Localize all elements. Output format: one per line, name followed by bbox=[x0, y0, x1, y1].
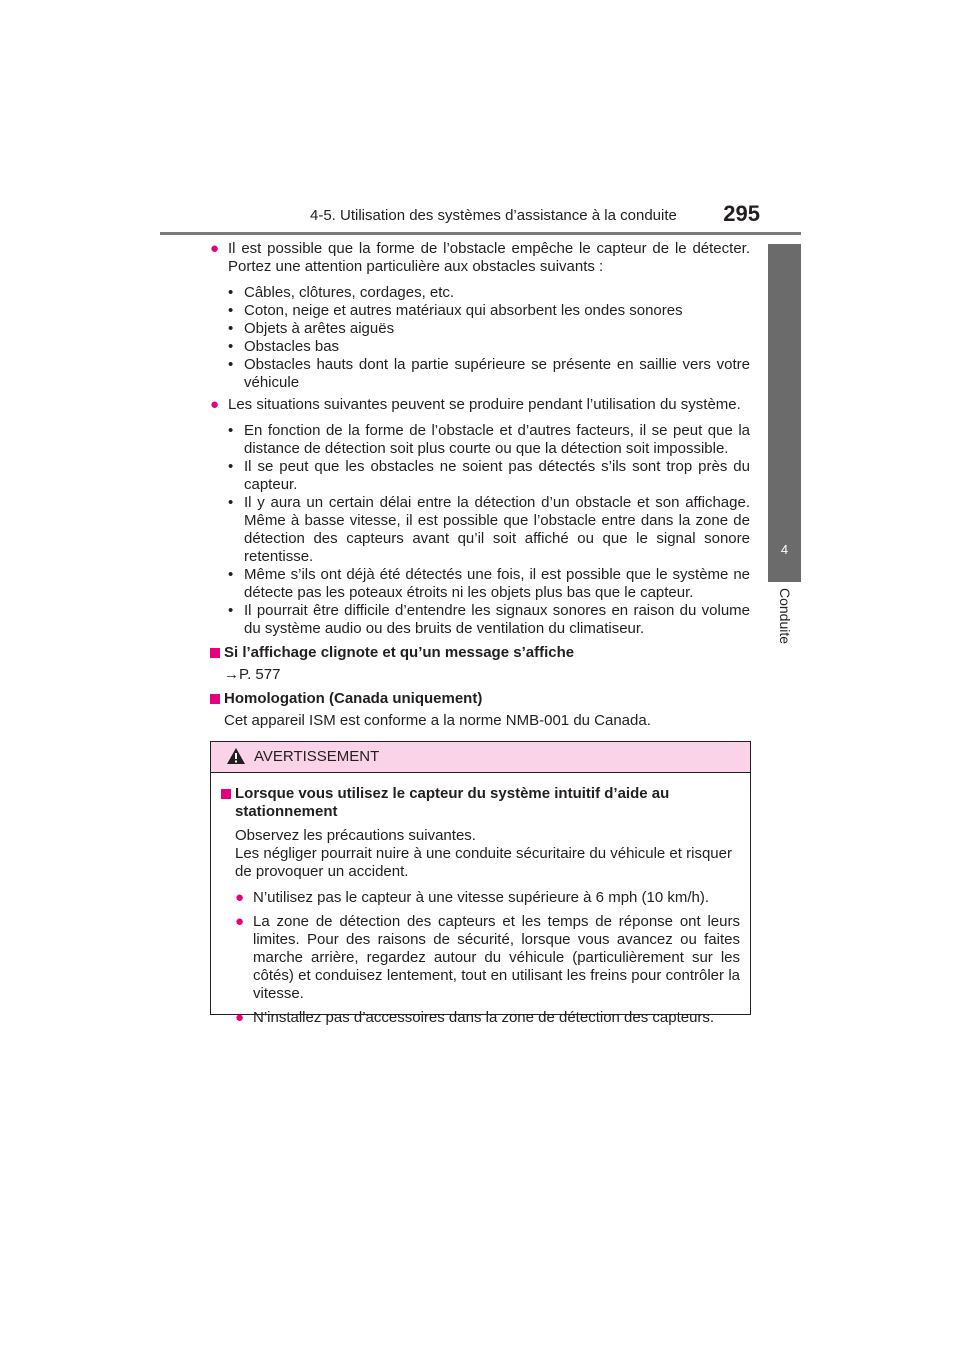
warning-header bbox=[211, 742, 750, 773]
warning-intro-line: Les négliger pourrait nuire à une conduite sécuritaire du véhicule et risquer de provoquer un accident. bbox=[235, 845, 732, 880]
warning-bullet bbox=[235, 913, 740, 1003]
warning-bullet bbox=[235, 889, 740, 907]
chapter-tab bbox=[768, 244, 801, 582]
heading-display-blinks bbox=[210, 644, 750, 662]
heading-homologation bbox=[210, 690, 750, 708]
bullet-dot-icon: ● bbox=[235, 913, 245, 930]
list-item: • Même s’ils ont déjà été détectés une fois, il est possible que le système ne détecte pas les poteaux étroits ni les objets plus bas que le capteur. bbox=[228, 566, 750, 602]
homologation-text: Cet appareil ISM est conforme a la norme NMB-001 du Canada. bbox=[224, 712, 651, 729]
chapter-number: 4 bbox=[780, 542, 789, 557]
square-bullet-icon bbox=[210, 648, 220, 658]
obstacle-list bbox=[228, 284, 750, 392]
page-reference-link[interactable]: →P. 577 bbox=[224, 666, 281, 683]
bullet-text: Les situations suivantes peuvent se produire pendant l’utilisation du système. bbox=[228, 396, 741, 413]
bullet-dot-icon: ● bbox=[235, 1009, 245, 1026]
page-number: 295 bbox=[723, 201, 760, 226]
list-item: • En fonction de la forme de l’obstacle et d’autres facteurs, il se peut que la distance de détection soit plus courte ou que la détection soit impossible. bbox=[228, 422, 750, 458]
warning-box bbox=[210, 741, 751, 1026]
square-bullet-icon bbox=[221, 789, 231, 799]
list-item: • Il se peut que les obstacles ne soient pas détectés s’ils sont trop près du capteur. bbox=[228, 458, 750, 494]
warning-body bbox=[211, 773, 750, 1027]
bullet-text: N’installez pas d’accessoires dans la zone de détection des capteurs. bbox=[253, 1009, 715, 1026]
bullet-dot-icon: ● bbox=[210, 240, 220, 257]
list-item: • Câbles, clôtures, cordages, etc. bbox=[228, 284, 750, 302]
list-item: • Obstacles bas bbox=[228, 338, 750, 356]
header-rule bbox=[160, 232, 801, 235]
bullet-dot-icon: ● bbox=[210, 396, 220, 413]
main-content bbox=[210, 240, 750, 736]
bullet-situations bbox=[210, 396, 750, 414]
warning-title: AVERTISSEMENT bbox=[254, 748, 380, 765]
warning-heading bbox=[221, 785, 740, 821]
warning-icon bbox=[226, 747, 246, 770]
chapter-label: Conduite bbox=[777, 588, 793, 645]
bullet-text: Il est possible que la forme de l’obstacle empêche le capteur de le détecter. Portez une attention particulière aux obstacles suivants : bbox=[228, 240, 750, 275]
bullet-text: N’utilisez pas le capteur à une vitesse supérieure à 6 mph (10 km/h). bbox=[253, 889, 710, 906]
warning-bullet bbox=[235, 1009, 740, 1027]
heading-text: Homologation (Canada uniquement) bbox=[224, 690, 483, 707]
warning-intro bbox=[221, 827, 740, 881]
list-item: • Obstacles hauts dont la partie supérieure se présente en saillie vers votre véhicule bbox=[228, 356, 750, 392]
bullet-text: La zone de détection des capteurs et les temps de réponse ont leurs limites. Pour des raisons de sécurité, lorsque vous avancez ou faites marche arrière, regardez autour du véhicule (particulièrement sur les côtés) et conduisez lentement, tout en utilisant les freins pour contrôler la vitesse. bbox=[253, 913, 740, 1002]
chapter-label-container bbox=[768, 588, 801, 688]
list-item: • Il y aura un certain délai entre la détection d’un obstacle et son affichage. Même à basse vitesse, il est possible que l’obstacle entre dans la zone de détection des capteurs avant qu’il soit affiché ou que le signal sonore retentisse. bbox=[228, 494, 750, 566]
section-title: 4-5. Utilisation des systèmes d’assistance à la conduite bbox=[310, 207, 677, 224]
bullet-shape-obstacle bbox=[210, 240, 750, 276]
list-item: • Objets à arêtes aiguës bbox=[228, 320, 750, 338]
bullet-dot-icon: ● bbox=[235, 889, 245, 906]
situations-list bbox=[228, 422, 750, 638]
heading-text: Lorsque vous utilisez le capteur du système intuitif d’aide au stationnement bbox=[235, 785, 670, 820]
list-item: • Coton, neige et autres matériaux qui absorbent les ondes sonores bbox=[228, 302, 750, 320]
heading-text: Si l’affichage clignote et qu’un message s’affiche bbox=[224, 644, 575, 661]
list-item: • Il pourrait être difficile d’entendre les signaux sonores en raison du volume du système audio ou des bruits de ventilation du climatiseur. bbox=[228, 602, 750, 638]
warning-intro-line: Observez les précautions suivantes. bbox=[235, 827, 476, 844]
square-bullet-icon bbox=[210, 694, 220, 704]
